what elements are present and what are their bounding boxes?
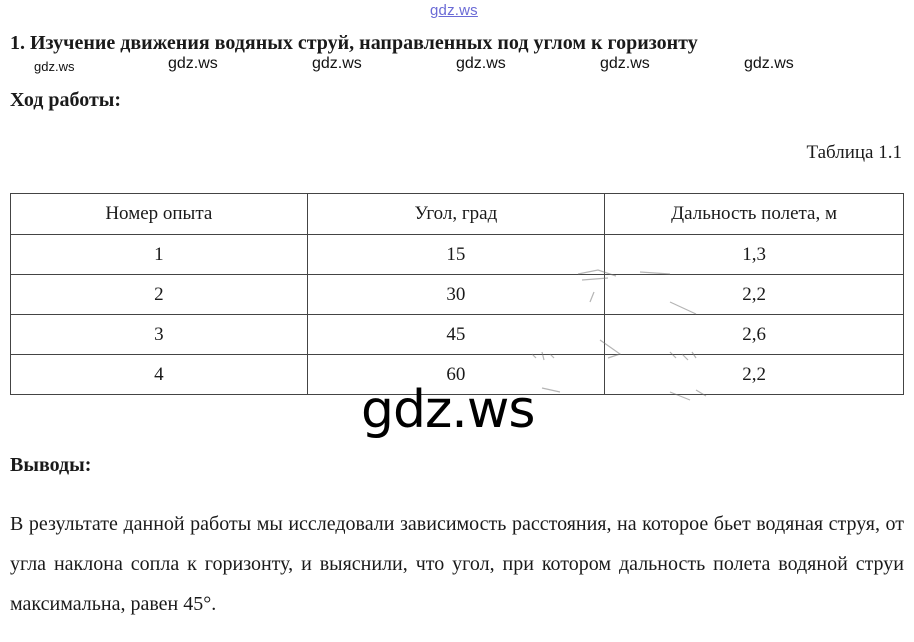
section-heading: 1. Изучение движения водяных струй, направленных под углом к горизонту	[10, 32, 698, 54]
watermark: gdz.ws	[34, 59, 75, 74]
table-cell: 4	[11, 355, 308, 395]
conclusions-heading: Выводы:	[10, 454, 92, 476]
table-cell: 2	[11, 275, 308, 315]
procedure-heading: Ход работы:	[10, 89, 122, 111]
table-cell: 2,2	[605, 355, 904, 395]
table-header-row	[11, 194, 904, 235]
watermark: gdz.ws	[312, 55, 362, 72]
table-row	[11, 315, 904, 355]
table-cell: 60	[307, 355, 605, 395]
column-header-angle: Угол, град	[307, 194, 605, 235]
table-caption: Таблица 1.1	[806, 142, 902, 163]
table-cell: 2,2	[605, 275, 904, 315]
table-cell: 1,3	[605, 235, 904, 275]
conclusions-text: В результате данной работы мы исследовали зависимость расстояния, на которое бьет водяная струя, от угла наклона сопла к горизонту, и выяснили, что угол, при котором дальность полета водяной струи максимальна, равен 45°.	[10, 513, 904, 615]
table-row	[11, 275, 904, 315]
watermark: gdz.ws	[168, 55, 218, 72]
watermark-center: gdz.ws	[361, 380, 535, 440]
table-cell: 3	[11, 315, 308, 355]
table-cell: 30	[307, 275, 605, 315]
watermark: gdz.ws	[600, 55, 650, 72]
table-row	[11, 235, 904, 275]
table-cell: 2,6	[605, 315, 904, 355]
watermark: gdz.ws	[744, 55, 794, 72]
table-cell: 45	[307, 315, 605, 355]
table-cell: 15	[307, 235, 605, 275]
watermark: gdz.ws	[456, 55, 506, 72]
results-table	[10, 193, 904, 395]
column-header-experiment-number: Номер опыта	[11, 194, 308, 235]
watermark-top[interactable]: gdz.ws	[430, 2, 478, 19]
table-cell: 1	[11, 235, 308, 275]
column-header-range: Дальность полета, м	[605, 194, 904, 235]
